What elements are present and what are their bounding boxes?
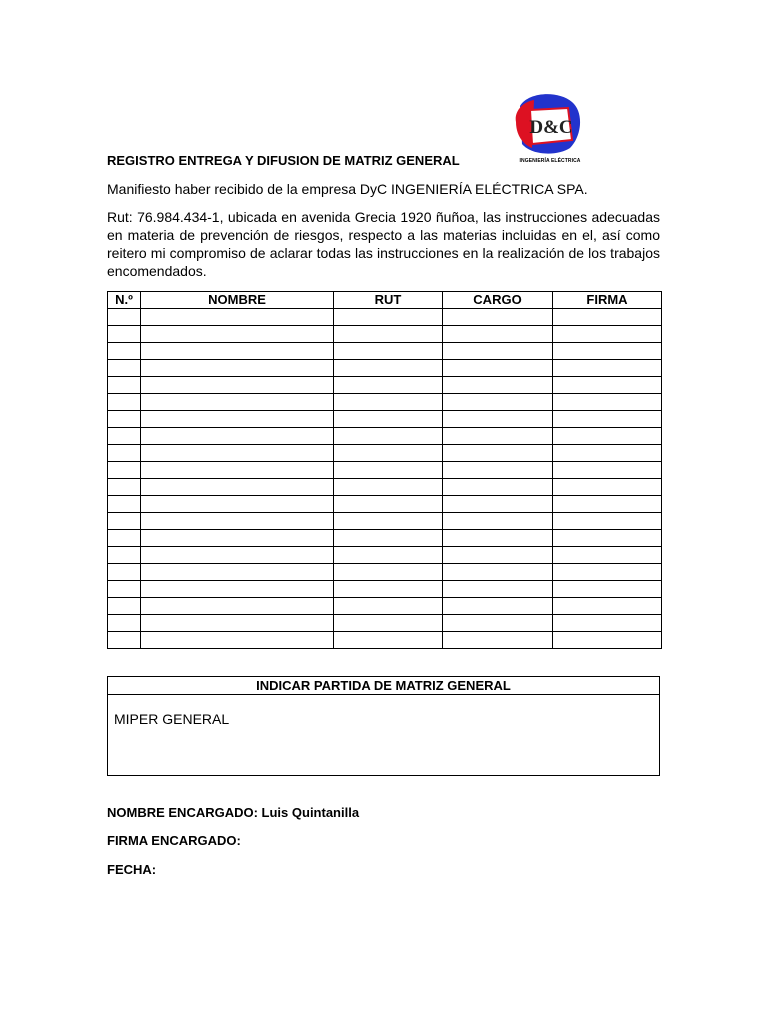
cell-number[interactable] (108, 547, 141, 564)
table-row (108, 360, 662, 377)
cell-firma[interactable] (553, 428, 662, 445)
cell-number[interactable] (108, 615, 141, 632)
table-row (108, 513, 662, 530)
cell-cargo[interactable] (443, 309, 553, 326)
table-row (108, 445, 662, 462)
cell-rut[interactable] (334, 564, 443, 581)
cell-cargo[interactable] (443, 564, 553, 581)
cell-nombre[interactable] (141, 377, 334, 394)
cell-firma[interactable] (553, 564, 662, 581)
cell-rut[interactable] (334, 513, 443, 530)
table-row (108, 598, 662, 615)
cell-number[interactable] (108, 598, 141, 615)
cell-number[interactable] (108, 326, 141, 343)
header-cargo: CARGO (443, 292, 553, 309)
cell-cargo[interactable] (443, 377, 553, 394)
cell-cargo[interactable] (443, 547, 553, 564)
registration-table (107, 291, 662, 649)
header-firma: FIRMA (553, 292, 662, 309)
firma-encargado: FIRMA ENCARGADO: (107, 833, 241, 848)
cell-number[interactable] (108, 343, 141, 360)
cell-cargo[interactable] (443, 445, 553, 462)
table-row (108, 309, 662, 326)
company-logo (510, 92, 590, 168)
logo-subtitle: INGENIERÍA ELÉCTRICA (519, 158, 581, 164)
cell-nombre[interactable] (141, 411, 334, 428)
cell-nombre[interactable] (141, 428, 334, 445)
cell-nombre[interactable] (141, 615, 334, 632)
rut-paragraph: Rut: 76.984.434-1, ubicada en avenida Grecia 1920 ñuñoa, las instrucciones adecuadas en materia de prevención de riesgos, respecto a las materias incluidas en el, así como reitero mi compromiso de aclarar todas las instrucciones en la realización de los trabajos encomendados. (107, 209, 660, 279)
cell-firma[interactable] (553, 513, 662, 530)
table-row (108, 547, 662, 564)
cell-rut[interactable] (334, 462, 443, 479)
cell-cargo[interactable] (443, 462, 553, 479)
cell-number[interactable] (108, 581, 141, 598)
cell-rut[interactable] (334, 326, 443, 343)
cell-number[interactable] (108, 632, 141, 649)
cell-firma[interactable] (553, 547, 662, 564)
cell-nombre[interactable] (141, 360, 334, 377)
cell-number[interactable] (108, 445, 141, 462)
dyc-logo-icon (510, 92, 590, 158)
table-row (108, 377, 662, 394)
table-row (108, 428, 662, 445)
partida-box (107, 676, 660, 776)
cell-rut[interactable] (334, 615, 443, 632)
cell-firma[interactable] (553, 309, 662, 326)
cell-number[interactable] (108, 530, 141, 547)
header-number: N.º (108, 292, 141, 309)
cell-rut[interactable] (334, 377, 443, 394)
logo-brand-text: D&C (529, 117, 573, 138)
cell-firma[interactable] (553, 496, 662, 513)
cell-nombre[interactable] (141, 547, 334, 564)
header-nombre: NOMBRE (141, 292, 334, 309)
table-body (108, 309, 662, 649)
cell-cargo[interactable] (443, 411, 553, 428)
cell-cargo[interactable] (443, 360, 553, 377)
cell-rut[interactable] (334, 598, 443, 615)
table-row (108, 394, 662, 411)
document-title: REGISTRO ENTREGA Y DIFUSION DE MATRIZ GENERAL (107, 153, 460, 168)
cell-firma[interactable] (553, 598, 662, 615)
cell-number[interactable] (108, 428, 141, 445)
cell-number[interactable] (108, 394, 141, 411)
cell-firma[interactable] (553, 411, 662, 428)
cell-number[interactable] (108, 564, 141, 581)
cell-rut[interactable] (334, 411, 443, 428)
cell-rut[interactable] (334, 394, 443, 411)
cell-nombre[interactable] (141, 462, 334, 479)
table-row (108, 411, 662, 428)
header-rut: RUT (334, 292, 443, 309)
cell-nombre[interactable] (141, 632, 334, 649)
cell-nombre[interactable] (141, 581, 334, 598)
cell-firma[interactable] (553, 615, 662, 632)
cell-rut[interactable] (334, 581, 443, 598)
cell-nombre[interactable] (141, 309, 334, 326)
cell-cargo[interactable] (443, 394, 553, 411)
table-row (108, 530, 662, 547)
cell-cargo[interactable] (443, 581, 553, 598)
cell-nombre[interactable] (141, 479, 334, 496)
table-row (108, 479, 662, 496)
cell-firma[interactable] (553, 479, 662, 496)
partida-value[interactable]: MIPER GENERAL (114, 711, 230, 727)
cell-nombre[interactable] (141, 326, 334, 343)
cell-rut[interactable] (334, 360, 443, 377)
cell-firma[interactable] (553, 462, 662, 479)
cell-rut[interactable] (334, 547, 443, 564)
table-row (108, 326, 662, 343)
cell-firma[interactable] (553, 394, 662, 411)
cell-cargo[interactable] (443, 343, 553, 360)
cell-nombre[interactable] (141, 394, 334, 411)
cell-nombre[interactable] (141, 496, 334, 513)
cell-cargo[interactable] (443, 479, 553, 496)
cell-rut[interactable] (334, 530, 443, 547)
cell-firma[interactable] (553, 326, 662, 343)
table-row (108, 564, 662, 581)
table-row (108, 632, 662, 649)
table-row (108, 496, 662, 513)
cell-cargo[interactable] (443, 632, 553, 649)
cell-number[interactable] (108, 513, 141, 530)
cell-firma[interactable] (553, 632, 662, 649)
cell-cargo[interactable] (443, 615, 553, 632)
fecha-label: FECHA: (107, 862, 157, 877)
cell-firma[interactable] (553, 377, 662, 394)
cell-number[interactable] (108, 411, 141, 428)
cell-nombre[interactable] (141, 445, 334, 462)
cell-number[interactable] (108, 462, 141, 479)
cell-rut[interactable] (334, 428, 443, 445)
cell-firma[interactable] (553, 360, 662, 377)
cell-number[interactable] (108, 360, 141, 377)
cell-firma[interactable] (553, 343, 662, 360)
cell-number[interactable] (108, 496, 141, 513)
table-header-row (108, 292, 662, 309)
cell-cargo[interactable] (443, 598, 553, 615)
table-row (108, 343, 662, 360)
cell-rut[interactable] (334, 632, 443, 649)
cell-nombre[interactable] (141, 343, 334, 360)
cell-firma[interactable] (553, 530, 662, 547)
cell-rut[interactable] (334, 496, 443, 513)
cell-rut[interactable] (334, 479, 443, 496)
cell-firma[interactable] (553, 581, 662, 598)
nombre-encargado: NOMBRE ENCARGADO: Luis Quintanilla (107, 805, 360, 820)
cell-rut[interactable] (334, 343, 443, 360)
cell-nombre[interactable] (141, 530, 334, 547)
cell-cargo[interactable] (443, 428, 553, 445)
table-row (108, 581, 662, 598)
cell-rut[interactable] (334, 445, 443, 462)
table-row (108, 462, 662, 479)
cell-number[interactable] (108, 479, 141, 496)
cell-cargo[interactable] (443, 496, 553, 513)
cell-number[interactable] (108, 377, 141, 394)
partida-header: INDICAR PARTIDA DE MATRIZ GENERAL (108, 677, 659, 695)
cell-firma[interactable] (553, 445, 662, 462)
cell-cargo[interactable] (443, 513, 553, 530)
cell-number[interactable] (108, 309, 141, 326)
cell-nombre[interactable] (141, 598, 334, 615)
cell-cargo[interactable] (443, 530, 553, 547)
cell-nombre[interactable] (141, 564, 334, 581)
cell-nombre[interactable] (141, 513, 334, 530)
table-row (108, 615, 662, 632)
cell-rut[interactable] (334, 309, 443, 326)
manifest-text: Manifiesto haber recibido de la empresa DyC INGENIERÍA ELÉCTRICA SPA. (107, 181, 588, 197)
cell-cargo[interactable] (443, 326, 553, 343)
